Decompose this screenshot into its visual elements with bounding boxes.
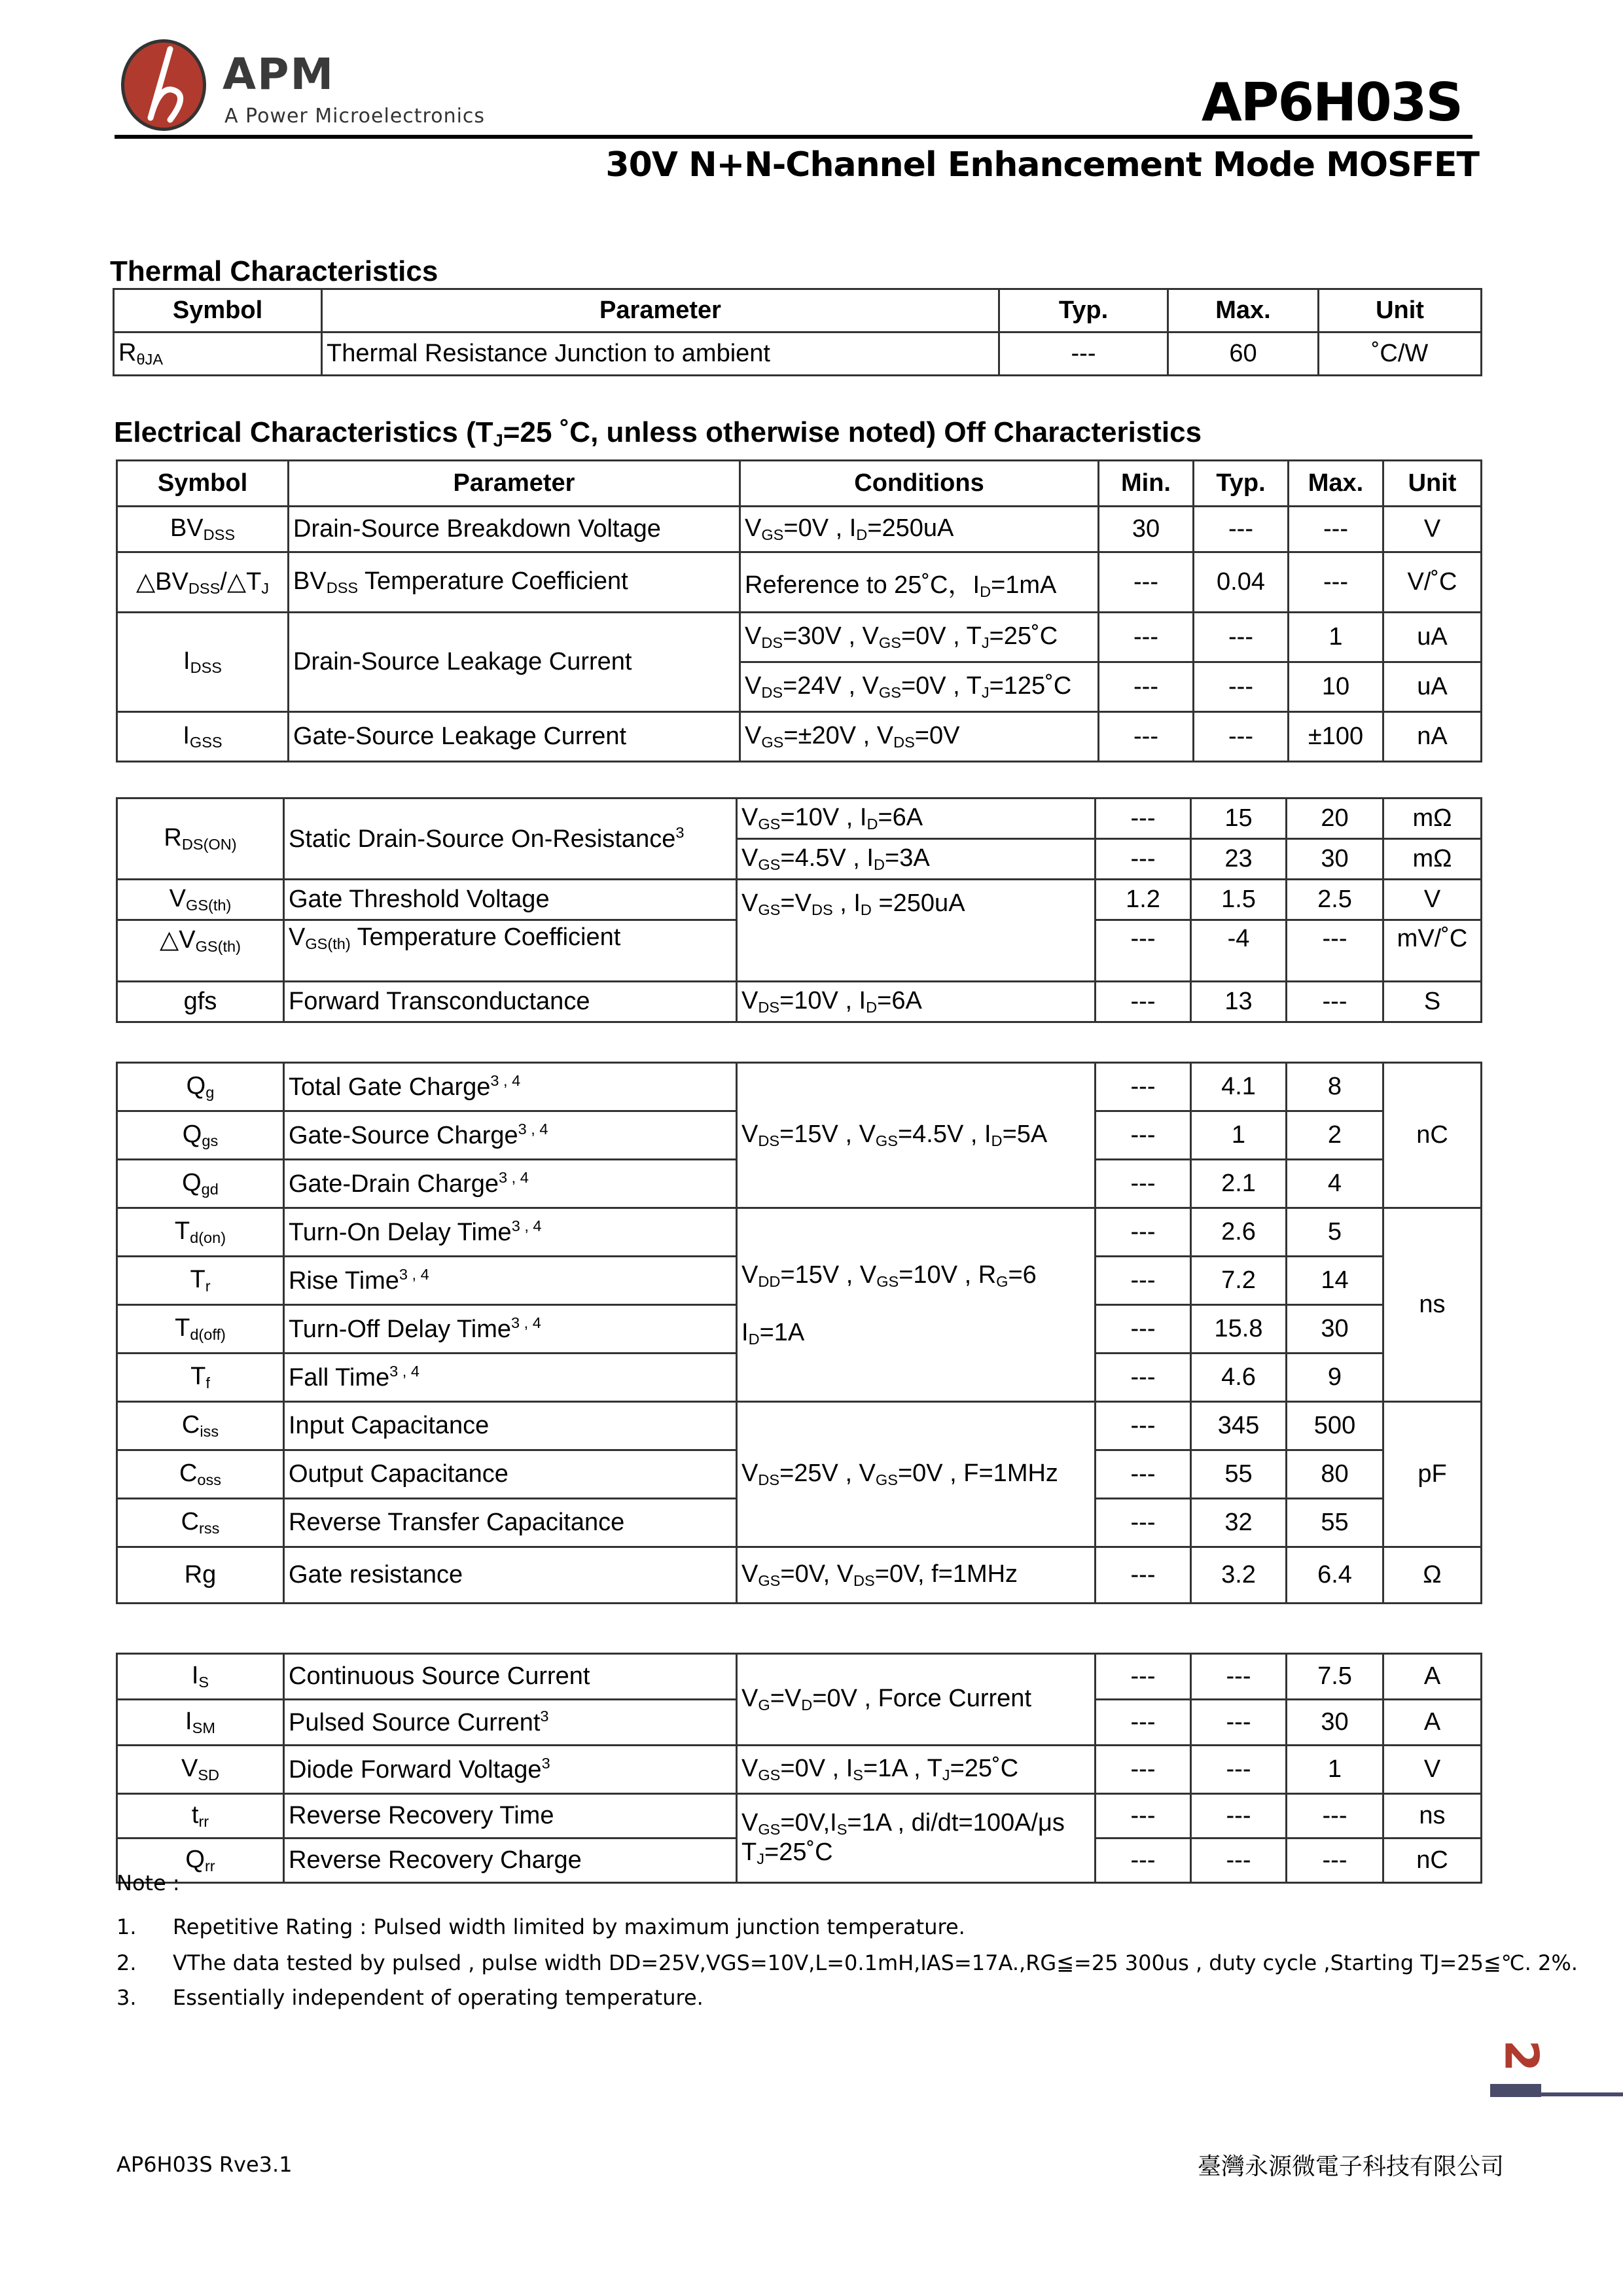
symbol-cell: $Q_{gd}$ — [117, 1160, 284, 1208]
note-text: Repetitive Rating : Pulsed width limited by maximum junction temperature. — [173, 1914, 965, 1939]
table-row — [117, 1063, 1482, 1111]
unit-cell: S — [1383, 982, 1482, 1022]
symbol-cell: $R_{\theta JA}$ — [114, 332, 322, 376]
typ-cell: 13 — [1191, 982, 1287, 1022]
min-cell: --- — [1096, 1354, 1191, 1402]
typ-cell: 1.5 — [1191, 880, 1287, 920]
min-cell: --- — [1099, 712, 1194, 762]
unit-cell: V — [1383, 1746, 1482, 1794]
min-cell: --- — [1096, 1700, 1191, 1746]
max-cell: --- — [1287, 982, 1383, 1022]
parameter-cell: Rise Time$^{3 , 4}$ — [284, 1257, 737, 1305]
note-text: VThe data tested by pulsed , pulse width DD=25V,VGS=10V,L=0.1mH,IAS=17A.,RG≦=25 300us , duty cycle ,Starting TJ=25≦℃. 2%. — [173, 1950, 1578, 1975]
min-cell: --- — [1096, 798, 1191, 839]
min-cell: --- — [1096, 1208, 1191, 1257]
parameter-cell: Reverse Transfer Capacitance — [284, 1499, 737, 1547]
max-cell: --- — [1287, 920, 1383, 982]
max-cell: 6.4 — [1287, 1547, 1383, 1604]
parameter-cell: Input Capacitance — [284, 1402, 737, 1450]
symbol-cell: $T_r$ — [117, 1257, 284, 1305]
min-cell: --- — [1099, 613, 1194, 662]
typ-cell: --- — [1194, 662, 1289, 712]
min-cell: --- — [1099, 552, 1194, 613]
typ-cell: 7.2 — [1191, 1257, 1287, 1305]
typ-cell: 15 — [1191, 798, 1287, 839]
min-cell: --- — [1096, 1063, 1191, 1111]
min-cell: --- — [1096, 1499, 1191, 1547]
parameter-cell: Drain-Source Leakage Current — [289, 613, 740, 712]
symbol-cell: gfs — [117, 982, 284, 1022]
table-row — [117, 1402, 1482, 1450]
typ-cell: 345 — [1191, 1402, 1287, 1450]
table-row — [117, 880, 1482, 920]
unit-cell: ns — [1383, 1794, 1482, 1839]
max-cell: 30 — [1287, 1305, 1383, 1354]
min-cell: --- — [1096, 1746, 1191, 1794]
table-row — [117, 1654, 1482, 1700]
parameter-cell: Forward Transconductance — [284, 982, 737, 1022]
conditions-cell: $V_{DS}=30V$ , $V_{GS}=0V$ , $T_J=25˚C$ — [740, 613, 1099, 662]
parameter-cell: Continuous Source Current — [284, 1654, 737, 1700]
parameter-cell: Pulsed Source Current$^3$ — [284, 1700, 737, 1746]
dynamic-characteristics-table — [116, 1062, 1482, 1604]
max-cell: --- — [1289, 552, 1383, 613]
parameter-cell: Reverse Recovery Charge — [284, 1839, 737, 1883]
off-characteristics-table — [116, 459, 1482, 762]
min-cell: --- — [1096, 920, 1191, 982]
company-name: 臺灣永源微電子科技有限公司 — [1198, 2153, 1505, 2180]
unit-cell: ˚C/W — [1319, 332, 1482, 376]
col-header: Max. — [1289, 461, 1383, 507]
col-header: Unit — [1319, 289, 1482, 332]
company-logo — [121, 36, 632, 141]
max-cell: 4 — [1287, 1160, 1383, 1208]
unit-cell: A — [1383, 1654, 1482, 1700]
max-cell: 30 — [1287, 1700, 1383, 1746]
min-cell: --- — [1096, 1450, 1191, 1499]
max-cell: 1 — [1289, 613, 1383, 662]
page-marker-line — [1541, 2092, 1623, 2096]
unit-cell: ns — [1383, 1208, 1482, 1402]
typ-cell: 4.1 — [1191, 1063, 1287, 1111]
symbol-cell: $I_{SM}$ — [117, 1700, 284, 1746]
parameter-cell: Static Drain-Source On-Resistance$^3$ — [284, 798, 737, 880]
conditions-cell: $V_{GS}=0V,I_S=1A$ , di/dt=100A/μs $T_J=25˚C$ — [737, 1794, 1096, 1883]
symbol-cell: $V_{GS(th)}$ — [117, 880, 284, 920]
note-item — [116, 1914, 965, 1939]
min-cell: --- — [1096, 1305, 1191, 1354]
note-item — [116, 1985, 704, 2010]
unit-cell: pF — [1383, 1402, 1482, 1547]
typ-cell: 32 — [1191, 1499, 1287, 1547]
header-divider — [115, 135, 1472, 139]
off-characteristics-label: Off Characteristics — [944, 416, 1202, 448]
note-number: 2. — [116, 1950, 137, 1975]
max-cell: 1 — [1287, 1746, 1383, 1794]
max-cell: 2.5 — [1287, 880, 1383, 920]
parameter-cell: Output Capacitance — [284, 1450, 737, 1499]
parameter-cell: Total Gate Charge$^{3 , 4}$ — [284, 1063, 737, 1111]
max-cell: ±100 — [1289, 712, 1383, 762]
symbol-cell: $BV_{DSS}$ — [117, 507, 289, 552]
typ-cell: 0.04 — [1194, 552, 1289, 613]
conditions-cell: $V_{GS}=\pm 20V$ , $V_{DS}=0V$ — [740, 712, 1099, 762]
parameter-cell: Gate-Drain Charge$^{3 , 4}$ — [284, 1160, 737, 1208]
symbol-cell: $C_{iss}$ — [117, 1402, 284, 1450]
col-header: Symbol — [117, 461, 289, 507]
electrical-section-title: Electrical Characteristics ($T_J=25$ ˚C, unless otherwise noted) Off Characteristics — [114, 416, 1202, 450]
parameter-cell: Turn-On Delay Time$^{3 , 4}$ — [284, 1208, 737, 1257]
max-cell: 7.5 — [1287, 1654, 1383, 1700]
min-cell: --- — [1096, 1402, 1191, 1450]
symbol-cell: $Q_g$ — [117, 1063, 284, 1111]
conditions-cell: Reference to 25˚C，$I_D=1mA$ — [740, 552, 1099, 613]
page-number: 2 — [1494, 2039, 1548, 2072]
col-header: Typ. — [999, 289, 1168, 332]
symbol-cell: $I_S$ — [117, 1654, 284, 1700]
max-cell: 55 — [1287, 1499, 1383, 1547]
symbol-cell: $I_{GSS}$ — [117, 712, 289, 762]
col-header: Parameter — [322, 289, 999, 332]
logo-emblem-icon — [121, 39, 206, 131]
typ-cell: --- — [1194, 613, 1289, 662]
unit-cell: nC — [1383, 1839, 1482, 1883]
parameter-cell: Drain-Source Breakdown Voltage — [289, 507, 740, 552]
parameter-cell: Turn-Off Delay Time$^{3 , 4}$ — [284, 1305, 737, 1354]
min-cell: 30 — [1099, 507, 1194, 552]
parameter-cell: Gate-Source Charge$^{3 , 4}$ — [284, 1111, 737, 1160]
conditions-cell: $V_{GS}=0V$ , $I_D=250uA$ — [740, 507, 1099, 552]
table-row — [117, 507, 1482, 552]
conditions-cell: $V_{GS}=10V$ , $I_D=6A$ — [737, 798, 1096, 839]
symbol-cell: $R_{DS(ON)}$ — [117, 798, 284, 880]
typ-cell: --- — [999, 332, 1168, 376]
max-cell: 5 — [1287, 1208, 1383, 1257]
typ-cell: 15.8 — [1191, 1305, 1287, 1354]
symbol-cell: $t_{rr}$ — [117, 1794, 284, 1839]
conditions-cell: $V_{DS}=24V$ , $V_{GS}=0V$ , $T_J=125˚C$ — [740, 662, 1099, 712]
typ-cell: -4 — [1191, 920, 1287, 982]
logo-text: APM — [223, 49, 335, 99]
parameter-cell: Reverse Recovery Time — [284, 1794, 737, 1839]
unit-cell: nA — [1383, 712, 1482, 762]
min-cell: 1.2 — [1096, 880, 1191, 920]
min-cell: --- — [1096, 1839, 1191, 1883]
max-cell: 10 — [1289, 662, 1383, 712]
unit-cell: A — [1383, 1700, 1482, 1746]
min-cell: --- — [1096, 1654, 1191, 1700]
device-subtitle: 30V N+N-Channel Enhancement Mode MOSFET — [605, 145, 1479, 185]
table-row — [117, 1746, 1482, 1794]
col-header: Min. — [1099, 461, 1194, 507]
symbol-cell: $T_{d(on)}$ — [117, 1208, 284, 1257]
max-cell: --- — [1287, 1839, 1383, 1883]
part-number-title: AP6H03S — [1201, 72, 1462, 133]
col-header: Max. — [1168, 289, 1319, 332]
symbol-cell: $\triangle BV_{DSS}/\triangle T_J$ — [117, 552, 289, 613]
typ-cell: 4.6 — [1191, 1354, 1287, 1402]
conditions-cell: $V_{GS}=4.5V$ , $I_D=3A$ — [737, 839, 1096, 880]
min-cell: --- — [1096, 1547, 1191, 1604]
conditions-cell: $V_G=V_D=0V$ , Force Current — [737, 1654, 1096, 1746]
symbol-cell: $Q_{rr}$ — [117, 1839, 284, 1883]
min-cell: --- — [1096, 1160, 1191, 1208]
conditions-cell: $V_{DS}=10V$ , $I_D=6A$ — [737, 982, 1096, 1022]
unit-cell: mΩ — [1383, 798, 1482, 839]
notes-label: Note : — [116, 1871, 180, 1895]
note-item — [116, 1950, 1578, 1975]
max-cell: 8 — [1287, 1063, 1383, 1111]
min-cell: --- — [1096, 1111, 1191, 1160]
typ-cell: --- — [1194, 507, 1289, 552]
max-cell: 9 — [1287, 1354, 1383, 1402]
doc-revision: AP6H03S Rve3.1 — [116, 2152, 293, 2177]
table-row — [114, 332, 1482, 376]
table-row — [117, 712, 1482, 762]
max-cell: 60 — [1168, 332, 1319, 376]
col-header: Typ. — [1194, 461, 1289, 507]
symbol-cell: $T_f$ — [117, 1354, 284, 1402]
logo-subtitle: A Power Microelectronics — [224, 105, 486, 128]
typ-cell: --- — [1194, 712, 1289, 762]
table-row — [117, 1208, 1482, 1257]
max-cell: 20 — [1287, 798, 1383, 839]
unit-cell: nC — [1383, 1063, 1482, 1208]
typ-cell: 2.1 — [1191, 1160, 1287, 1208]
symbol-cell: $\triangle V_{GS(th)}$ — [117, 920, 284, 982]
typ-cell: --- — [1191, 1794, 1287, 1839]
unit-cell: mV/˚C — [1383, 920, 1482, 982]
parameter-cell: Diode Forward Voltage$^3$ — [284, 1746, 737, 1794]
table-row — [117, 1794, 1482, 1839]
note-number: 3. — [116, 1985, 137, 2010]
table-row — [117, 982, 1482, 1022]
typ-cell: 23 — [1191, 839, 1287, 880]
min-cell: --- — [1096, 1794, 1191, 1839]
symbol-cell: $T_{d(off)}$ — [117, 1305, 284, 1354]
table-row — [117, 1547, 1482, 1604]
typ-cell: --- — [1191, 1839, 1287, 1883]
conditions-cell: $V_{GS}=0V$, $V_{DS}=0V$, f=1MHz — [737, 1547, 1096, 1604]
max-cell: 14 — [1287, 1257, 1383, 1305]
unit-cell: uA — [1383, 613, 1482, 662]
symbol-cell: $Q_{gs}$ — [117, 1111, 284, 1160]
conditions-cell: $V_{DS}=25V$ , $V_{GS}=0V$ , F=1MHz — [737, 1402, 1096, 1547]
symbol-cell: Rg — [117, 1547, 284, 1604]
parameter-cell: Thermal Resistance Junction to ambient — [322, 332, 999, 376]
max-cell: 2 — [1287, 1111, 1383, 1160]
col-header: Conditions — [740, 461, 1099, 507]
max-cell: --- — [1287, 1794, 1383, 1839]
typ-cell: --- — [1191, 1746, 1287, 1794]
table-header-row — [117, 461, 1482, 507]
note-text: Essentially independent of operating temperature. — [173, 1985, 704, 2010]
typ-cell: 55 — [1191, 1450, 1287, 1499]
max-cell: 80 — [1287, 1450, 1383, 1499]
parameter-cell: $V_{GS(th)}$ Temperature Coefficient — [284, 920, 737, 982]
note-number: 1. — [116, 1914, 137, 1939]
unit-cell: V — [1383, 507, 1482, 552]
parameter-cell: Gate Threshold Voltage — [284, 880, 737, 920]
thermal-section-title: Thermal Characteristics — [110, 255, 438, 287]
parameter-cell: Gate-Source Leakage Current — [289, 712, 740, 762]
col-header: Symbol — [114, 289, 322, 332]
symbol-cell: $V_{SD}$ — [117, 1746, 284, 1794]
typ-cell: --- — [1191, 1700, 1287, 1746]
min-cell: --- — [1099, 662, 1194, 712]
min-cell: --- — [1096, 982, 1191, 1022]
symbol-cell: $I_{DSS}$ — [117, 613, 289, 712]
table-header-row — [114, 289, 1482, 332]
diode-characteristics-table — [116, 1653, 1482, 1884]
conditions-cell: $V_{DD}=15V$ , $V_{GS}=10V$ , $R_G=6$ $I_D=1A$ — [737, 1208, 1096, 1402]
page-marker-bar — [1490, 2084, 1541, 2097]
typ-cell: 1 — [1191, 1111, 1287, 1160]
col-header: Parameter — [289, 461, 740, 507]
col-header: Unit — [1383, 461, 1482, 507]
typ-cell: 2.6 — [1191, 1208, 1287, 1257]
conditions-cell: $V_{GS}=V_{DS}$ , $I_D =250uA$ — [737, 880, 1096, 982]
max-cell: 500 — [1287, 1402, 1383, 1450]
unit-cell: Ω — [1383, 1547, 1482, 1604]
unit-cell: V/˚C — [1383, 552, 1482, 613]
table-row — [117, 552, 1482, 613]
unit-cell: mΩ — [1383, 839, 1482, 880]
parameter-cell: Fall Time$^{3 , 4}$ — [284, 1354, 737, 1402]
typ-cell: --- — [1191, 1654, 1287, 1700]
parameter-cell: Gate resistance — [284, 1547, 737, 1604]
on-characteristics-table — [116, 797, 1482, 1023]
max-cell: 30 — [1287, 839, 1383, 880]
typ-cell: 3.2 — [1191, 1547, 1287, 1604]
conditions-cell: $V_{GS}=0V$ , $I_S=1A$ , $T_J=25˚C$ — [737, 1746, 1096, 1794]
table-row — [117, 798, 1482, 839]
symbol-cell: $C_{rss}$ — [117, 1499, 284, 1547]
max-cell: --- — [1289, 507, 1383, 552]
min-cell: --- — [1096, 839, 1191, 880]
unit-cell: V — [1383, 880, 1482, 920]
symbol-cell: $C_{oss}$ — [117, 1450, 284, 1499]
min-cell: --- — [1096, 1257, 1191, 1305]
parameter-cell: $BV_{DSS}$ Temperature Coefficient — [289, 552, 740, 613]
thermal-table — [113, 288, 1482, 376]
unit-cell: uA — [1383, 662, 1482, 712]
table-row — [117, 613, 1482, 662]
conditions-cell: $V_{DS}=15V$ , $V_{GS}=4.5V$ , $I_D=5A$ — [737, 1063, 1096, 1208]
